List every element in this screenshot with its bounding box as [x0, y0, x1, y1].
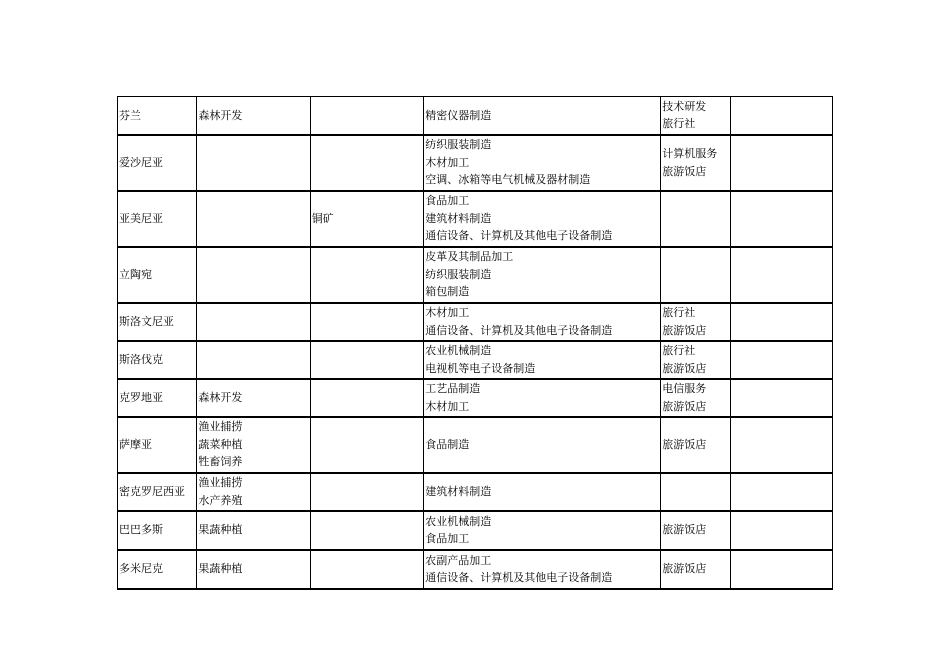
empty-cell [730, 473, 832, 511]
manufacturing-cell [424, 511, 661, 550]
mining-cell [310, 247, 423, 303]
industry-item: 旅游饭店 [662, 399, 707, 413]
services-cell [661, 247, 730, 303]
industry-item: 木材加工 [425, 306, 470, 319]
country-name: 立陶宛 [119, 267, 152, 281]
services-cell [661, 135, 730, 191]
manufacturing-cell [424, 417, 661, 473]
country-name: 克罗地亚 [119, 390, 163, 404]
primary-industry-cell [197, 417, 310, 473]
empty-cell [730, 511, 832, 550]
country-cell [118, 473, 197, 511]
industry-item: 建筑材料制造 [425, 211, 492, 225]
manufacturing-cell [424, 379, 661, 417]
table-row [118, 135, 833, 191]
mining-cell [310, 97, 423, 135]
services-cell [661, 303, 730, 341]
services-cell [661, 511, 730, 550]
country-cell [118, 379, 197, 417]
manufacturing-cell [424, 473, 661, 511]
country-name: 密克罗尼西亚 [119, 484, 185, 498]
industry-item: 技术研发 [662, 99, 707, 113]
industry-item: 森林开发 [198, 108, 243, 122]
table-row [118, 511, 833, 550]
services-cell [661, 417, 730, 473]
country-name: 多米尼克 [119, 562, 163, 576]
country-name: 斯洛文尼亚 [119, 314, 174, 328]
industry-item: 计算机服务 [662, 147, 718, 160]
industry-table [117, 96, 833, 590]
country-cell [118, 417, 197, 473]
table-row [118, 247, 833, 303]
country-cell [118, 511, 197, 550]
industry-item: 水产养殖 [198, 493, 243, 507]
empty-cell [730, 97, 832, 135]
industry-item: 旅游饭店 [662, 164, 707, 178]
industry-item: 旅游饭店 [662, 361, 707, 375]
industry-item: 电视机等电子设备制造 [425, 361, 536, 375]
primary-industry-cell [197, 341, 310, 379]
manufacturing-cell [424, 135, 661, 191]
country-name: 巴巴多斯 [119, 523, 163, 537]
industry-item: 渔业捕捞 [198, 476, 243, 489]
country-name: 芬兰 [119, 108, 141, 122]
country-cell [118, 135, 197, 191]
services-cell [661, 550, 730, 589]
industry-item: 旅游饭店 [662, 562, 707, 576]
country-cell [118, 341, 197, 379]
primary-industry-cell [197, 379, 310, 417]
industry-item: 旅行社 [662, 344, 696, 357]
industry-item: 通信设备、计算机及其他电子设备制造 [425, 323, 613, 337]
empty-cell [730, 379, 832, 417]
industry-item: 森林开发 [198, 390, 243, 404]
services-cell [661, 341, 730, 379]
country-cell [118, 97, 197, 135]
country-name: 萨摩亚 [119, 437, 152, 451]
empty-cell [730, 550, 832, 589]
table-row [118, 473, 833, 511]
country-cell [118, 303, 197, 341]
industry-item: 旅游饭店 [662, 523, 707, 537]
services-cell [661, 191, 730, 247]
industry-item: 蔬菜种植 [198, 437, 243, 451]
primary-industry-cell [197, 135, 310, 191]
empty-cell [730, 135, 832, 191]
industry-item: 箱包制造 [425, 285, 470, 299]
industry-item: 食品加工 [425, 194, 470, 208]
industry-item: 旅游饭店 [662, 437, 707, 451]
mining-cell [310, 135, 423, 191]
industry-item: 食品加工 [425, 532, 470, 545]
mining-cell [310, 417, 423, 473]
industry-item: 牲畜饲养 [198, 455, 243, 469]
industry-item: 电信服务 [662, 382, 707, 395]
table-row [118, 303, 833, 341]
primary-industry-cell [197, 550, 310, 589]
empty-cell [730, 303, 832, 341]
industry-item: 纺织服装制造 [425, 267, 492, 281]
mining-cell [310, 511, 423, 550]
manufacturing-cell [424, 191, 661, 247]
industry-item: 旅行社 [662, 117, 696, 131]
primary-industry-cell [197, 303, 310, 341]
industry-item: 农业机械制造 [425, 344, 492, 357]
table-row [118, 97, 833, 135]
industry-item: 果蔬种植 [198, 562, 243, 576]
industry-item: 铜矿 [311, 211, 334, 225]
mining-cell [310, 303, 423, 341]
mining-cell [310, 379, 423, 417]
manufacturing-cell [424, 341, 661, 379]
services-cell [661, 97, 730, 135]
industry-item: 通信设备、计算机及其他电子设备制造 [425, 571, 613, 584]
country-name: 亚美尼亚 [119, 211, 163, 225]
primary-industry-cell [197, 247, 310, 303]
country-name: 斯洛伐克 [119, 352, 163, 366]
industry-item: 皮革及其制品加工 [425, 250, 514, 264]
country-cell [118, 191, 197, 247]
empty-cell [730, 191, 832, 247]
services-cell [661, 379, 730, 417]
industry-item: 旅行社 [662, 306, 696, 319]
table-row [118, 341, 833, 379]
mining-cell [310, 473, 423, 511]
empty-cell [730, 247, 832, 303]
industry-item: 农副产品加工 [425, 553, 492, 567]
industry-item: 农业机械制造 [425, 514, 492, 528]
manufacturing-cell [424, 550, 661, 589]
table-row [118, 379, 833, 417]
industry-item: 果蔬种植 [198, 523, 243, 537]
country-cell [118, 550, 197, 589]
empty-cell [730, 341, 832, 379]
manufacturing-cell [424, 303, 661, 341]
country-cell [118, 247, 197, 303]
primary-industry-cell [197, 511, 310, 550]
industry-item: 通信设备、计算机及其他电子设备制造 [425, 229, 613, 243]
industry-item: 渔业捕捞 [198, 420, 243, 434]
table-row [118, 191, 833, 247]
primary-industry-cell [197, 97, 310, 135]
table-body [118, 97, 833, 589]
country-name: 爱沙尼亚 [119, 155, 163, 169]
industry-item: 纺织服装制造 [425, 138, 492, 152]
primary-industry-cell [197, 473, 310, 511]
table-row [118, 417, 833, 473]
industry-item: 精密仪器制造 [425, 108, 492, 122]
industry-item: 木材加工 [425, 155, 470, 169]
industry-item: 建筑材料制造 [425, 484, 492, 498]
empty-cell [730, 417, 832, 473]
industry-item: 旅游饭店 [662, 323, 707, 337]
industry-item: 空调、冰箱等电气机械及器材制造 [425, 173, 591, 187]
industry-item: 食品制造 [425, 437, 470, 451]
primary-industry-cell [197, 191, 310, 247]
manufacturing-cell [424, 247, 661, 303]
services-cell [661, 473, 730, 511]
table-row [118, 550, 833, 589]
manufacturing-cell [424, 97, 661, 135]
mining-cell [310, 191, 423, 247]
mining-cell [310, 550, 423, 589]
industry-item: 工艺品制造 [425, 382, 481, 395]
industry-item: 木材加工 [425, 399, 470, 413]
mining-cell [310, 341, 423, 379]
